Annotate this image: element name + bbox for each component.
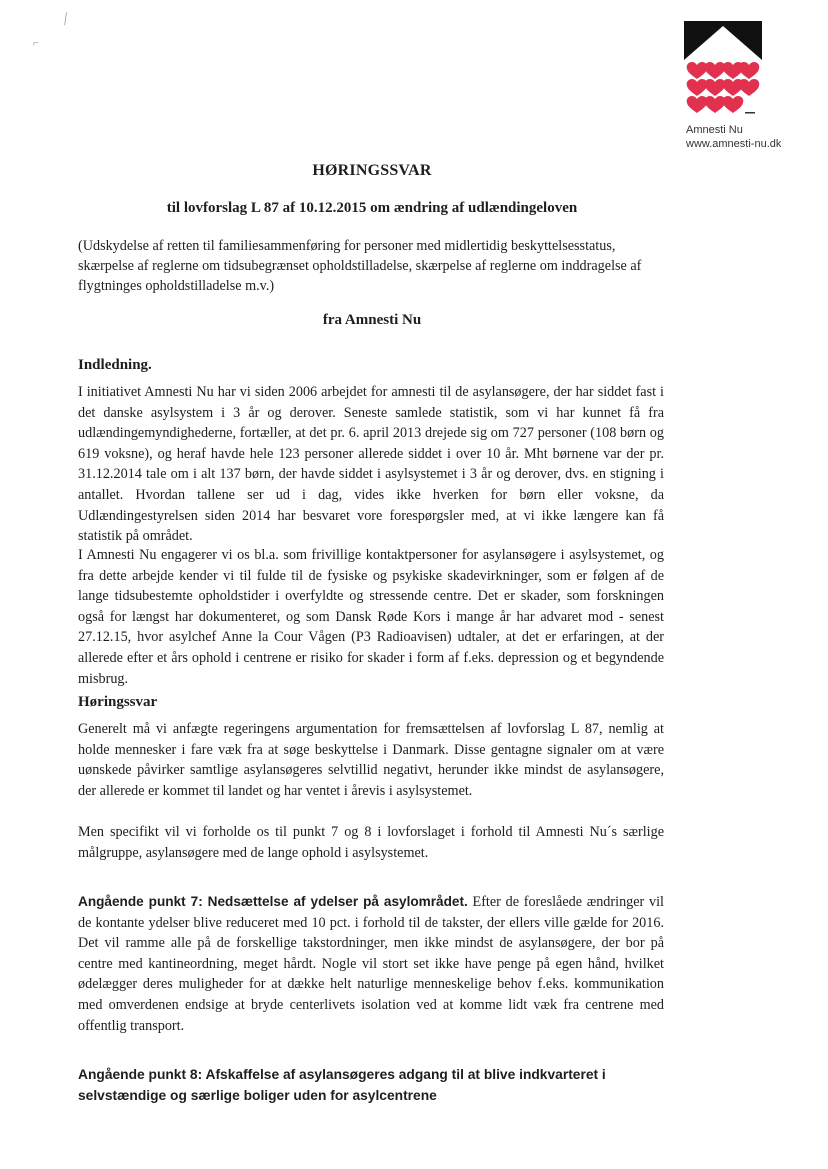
point-7-body: Efter de foreslåede ændringer vil de kontante ydelser blive reduceret med 10 pct. i forhold til de takster, der ellers ville gælde for 2016. Det vil ramme alle på de forskellige takstordninger, men ikke mindst de asylansøgere, der bor på centre med kantineordning, meget hårdt. Nogle vil stort set ikke have penge på egen hånd, hvilket ødelægger deres muligheder for at dække helt naturlige menneskelige behov f.eks. kommunikation med omverdenen endsige at bryde centerlivets isolation ved at komme lidt væk fra centrene med offentlig transport. [78,894,664,1034]
scan-artifact-mark: ╲ [59,13,71,26]
amnesti-nu-logo-icon [683,20,763,120]
document-author-line: fra Amnesti Nu [322,312,422,328]
document-description: (Udskydelse af retten til familiesammenføring for personer med midlertidig beskyttelsesstatus, skærpelse af reglerne om tidsubegrænset opholdstilladelse, skærpelse af reglerne om inddragelse af flygtninges opholdstilladelse m.v.) [78,238,642,294]
scan-artifact-mark: ⌐ [33,38,39,49]
section-heading-intro: Indledning. [78,357,152,373]
section-heading-point-8: Angående punkt 8: Afskaffelse af asylansøgeres adgang til at blive indkvarteret i selvstændige og særlige boliger uden for asylcentrene [78,1067,606,1103]
paragraph-intro-1: I initiativet Amnesti Nu har vi siden 2006 arbejdet for amnesti til de asylansøgere, der har siddet fast i det danske asylsystem i 3 år og derover. Seneste samlede statistik, som vi har kunnet få fra udlændingemyndighederne, fortæller, at det pr. 6. april 2013 drejede sig om 727 personer (108 børn og 619 voksne), og heraf havde hele 123 personer allerede siddet i over 10 år. Mht børnene var der pr. 31.12.2014 tale om i alt 137 børn, der havde siddet i asylsystemet i 3 år og derover, dvs. en stigning i antallet. Hvordan tallene ser ud i dag, vides ikke hverken for børn eller voksne, da Udlændingestyrelsen siden 2014 har besvaret vore forespørgsler med, at vi ikke længere kan få statistik på området. [78,384,664,545]
org-website: www.amnesti-nu.dk [686,138,782,150]
document-subtitle: til lovforslag L 87 af 10.12.2015 om ændring af udlændingeloven [166,200,578,216]
paragraph-hearing-1: Generelt må vi anfægte regeringens argumentation for fremsættelsen af lovforslag L 87, nemlig at holde mennesker i fare væk fra at søge beskyttelse i Danmark. Disse gentagne signaler om at være uønskede påvirker samtlige asylansøgeres selvtillid negativt, herunder ikke mindst de asylansøgere, der allerede er kommet til landet og har ventet i årevis i asylsystemet. [78,721,664,799]
point-7-heading: Angående punkt 7: Nedsættelse af ydelser på asylområdet. [78,894,468,909]
document-title: HØRINGSSVAR [312,162,432,179]
org-name: Amnesti Nu [686,124,743,136]
paragraph-point-7 [78,892,664,1036]
paragraph-intro-2: I Amnesti Nu engagerer vi os bl.a. som frivillige kontaktpersoner for asylansøgere i asylsystemet, og fra dette arbejde kender vi til fulde til de fysiske og psykiske skadevirkninger, som er følgen af de lange tidsubestemte opholdstider i overfyldte og stressende centre. Det er skader, som forskningen også for længst har dokumenteret, og som Dansk Røde Kors i mange år har advaret mod - senest 27.12.15, hvor asylchef Anne la Cour Vågen (P3 Radioavisen) udtaler, at det er erfaringen, at der allerede efter et års ophold i centrene er risiko for skader i form af f.eks. depression og et begyndende misbrug. [78,547,664,687]
section-heading-hearing: Høringssvar [78,694,158,710]
paragraph-hearing-2: Men specifikt vil vi forholde os til punkt 7 og 8 i lovforslaget i forhold til Amnesti Nu´s særlige målgruppe, asylansøgere med de lange ophold i asylsystemet. [78,824,664,861]
